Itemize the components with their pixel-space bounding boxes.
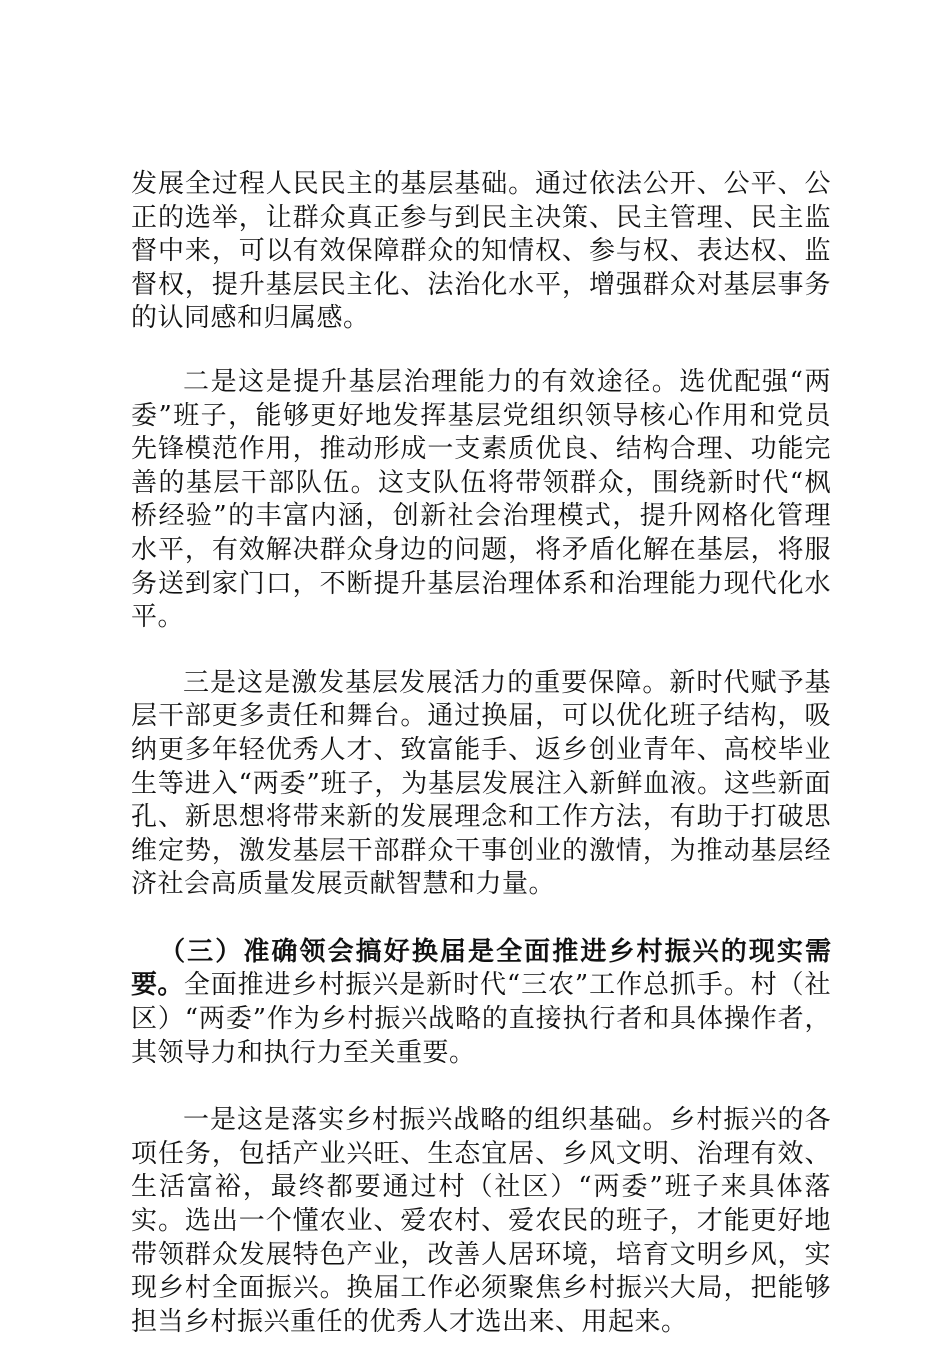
paragraph-4 bbox=[131, 936, 831, 1070]
paragraph-2-text: 二是这是提升基层治理能力的有效途径。选优配强“两委”班子，能够更好地发挥基层党组织领导核心作用和党员先锋模范作用，推动形成一支素质优良、结构合理、功能完善的基层干部队伍。这支队伍将带领群众，围绕新时代“枫桥经验”的丰富内涵，创新社会治理模式，提升网格化管理水平，有效解决群众身边的问题，将矛盾化解在基层，将服务送到家门口，不断提升基层治理体系和治理能力现代化水平。 bbox=[131, 366, 831, 633]
document-page bbox=[131, 168, 831, 1367]
paragraph-1-text: 发展全过程人民民主的基层基础。通过依法公开、公平、公正的选举，让群众真正参与到民主决策、民主管理、民主监督中来，可以有效保障群众的知情权、参与权、表达权、监督权，提升基层民主化、法治化水平，增强群众对基层事务的认同感和归属感。 bbox=[131, 169, 831, 334]
paragraph-5-text: 一是这是落实乡村振兴战略的组织基础。乡村振兴的各项任务，包括产业兴旺、生态宜居、乡风文明、治理有效、生活富裕，最终都要通过村（社区）“两委”班子来具体落实。选出一个懂农业、爱农村、爱农民的班子，才能更好地带领群众发展特色产业，改善人居环境，培育文明乡风，实现乡村全面振兴。换届工作必须聚焦乡村振兴大局，把能够担当乡村振兴重任的优秀人才选出来、用起来。 bbox=[131, 1105, 831, 1337]
section-heading-three: （三）准确领会搞好换届是全面推进乡村振兴的现实需要。 bbox=[131, 936, 831, 1001]
paragraph-3-text: 三是这是激发基层发展活力的重要保障。新时代赋予基层干部更多责任和舞台。通过换届，可以优化班子结构，吸纳更多年轻优秀人才、致富能手、返乡创业青年、高校毕业生等进入“两委”班子，为基层发展注入新鲜血液。这些新面孔、新思想将带来新的发展理念和工作方法，有助于打破思维定势，激发基层干部群众干事创业的激情，为推动基层经济社会高质量发展贡献智慧和力量。 bbox=[131, 667, 831, 900]
paragraph-1 bbox=[131, 168, 831, 336]
paragraph-4-text: 全面推进乡村振兴是新时代“三农”工作总抓手。村（社区）“两委”作为乡村振兴战略的直接执行者和具体操作者，其领导力和执行力至关重要。 bbox=[131, 970, 831, 1068]
paragraph-2 bbox=[131, 366, 831, 635]
paragraph-5 bbox=[131, 1104, 831, 1339]
paragraph-3 bbox=[131, 667, 831, 902]
